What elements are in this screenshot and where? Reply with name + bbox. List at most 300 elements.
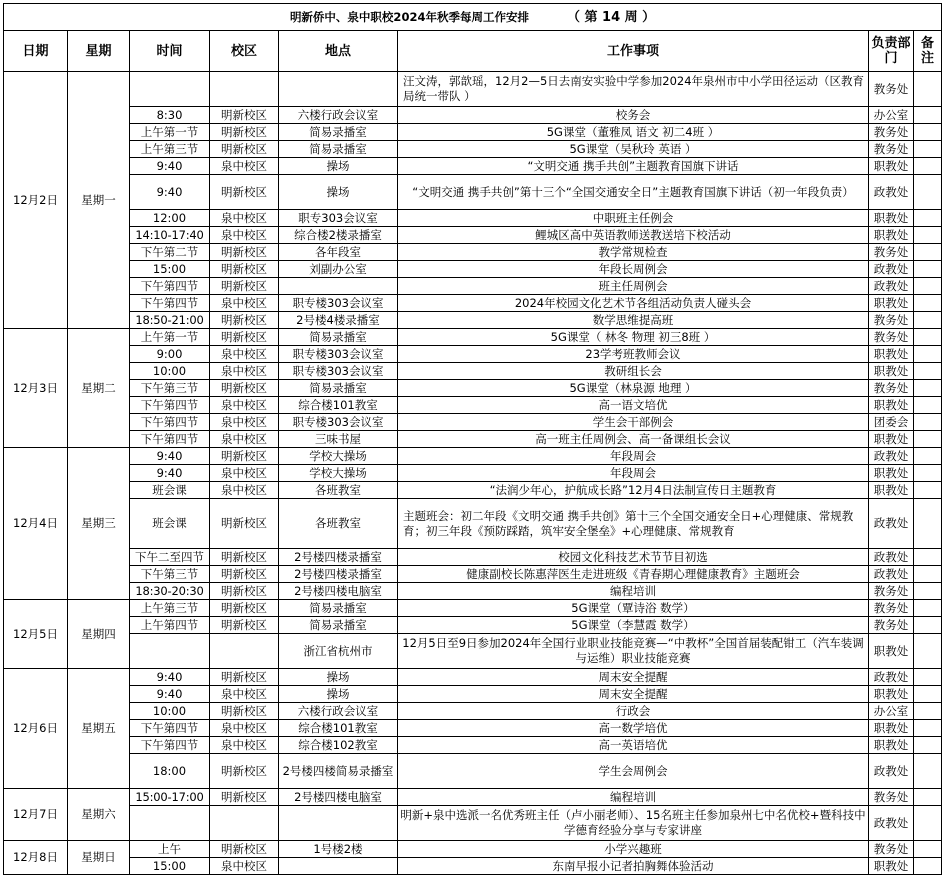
dept-cell: 教务处 [869,583,914,600]
header-time: 时间 [130,31,210,72]
dept-cell: 教务处 [869,72,914,107]
dept-cell: 职教处 [869,210,914,227]
place-cell: 各班教室 [279,499,398,549]
table-row [4,261,942,278]
note-cell [914,261,942,278]
note-cell [914,107,942,124]
task-cell: 高一数学培优 [398,720,869,737]
note-cell [914,549,942,566]
header-date: 日期 [4,31,68,72]
task-cell: 学生会干部例会 [398,414,869,431]
note-cell [914,380,942,397]
campus-cell: 泉中校区 [210,431,279,448]
task-cell: 5G课堂（林泉源 地理 ） [398,380,869,397]
note-cell [914,158,942,175]
place-cell: 2号楼4楼录播室 [279,312,398,329]
date-cell: 12月8日 [4,841,68,875]
time-cell: 下午第三节 [130,380,210,397]
dept-cell: 职教处 [869,397,914,414]
time-cell: 下午第四节 [130,278,210,295]
time-cell: 8:30 [130,107,210,124]
campus-cell: 明新校区 [210,107,279,124]
campus-cell: 明新校区 [210,499,279,549]
campus-cell: 泉中校区 [210,720,279,737]
date-cell: 12月6日 [4,669,68,789]
place-cell: 六楼行政会议室 [279,107,398,124]
note-cell [914,312,942,329]
place-cell: 综合楼101教室 [279,720,398,737]
note-cell [914,175,942,210]
note-cell [914,329,942,346]
dept-cell: 职教处 [869,363,914,380]
table-row [4,499,942,549]
note-cell [914,634,942,669]
table-row [4,549,942,566]
page-title: 明新侨中、泉中职校2024年秋季每周工作安排 [289,9,529,24]
header-note: 备注 [914,31,942,72]
table-row [4,686,942,703]
task-cell: 5G课堂（李慧霞 数学） [398,617,869,634]
dept-cell: 职教处 [869,431,914,448]
time-cell: 班会课 [130,482,210,499]
place-cell: 综合楼101教室 [279,397,398,414]
task-cell: 5G课堂（覃诗浴 数学） [398,600,869,617]
place-cell: 职专楼303会议室 [279,414,398,431]
place-cell: 简易录播室 [279,380,398,397]
time-cell: 下午第四节 [130,414,210,431]
campus-cell: 明新校区 [210,448,279,465]
campus-cell: 泉中校区 [210,482,279,499]
campus-cell: 明新校区 [210,175,279,210]
time-cell: 下午第四节 [130,397,210,414]
dept-cell: 职教处 [869,686,914,703]
task-cell: 健康副校长陈惠萍医生走进班级《青春期心理健康教育》主题班会 [398,566,869,583]
weekday-cell: 星期一 [68,72,130,329]
task-cell: 主题班会：初二年段《文明交通 携手共创》第十三个全国交通安全日+心理健康、常规教育；初三年段《预防踩踏，筑牢安全堡垒》+心理健康、常规教育 [398,499,869,549]
task-cell: 周末安全提醒 [398,669,869,686]
dept-cell: 职教处 [869,465,914,482]
time-cell: 18:30-20:30 [130,583,210,600]
note-cell [914,669,942,686]
dept-cell: 教务处 [869,124,914,141]
dept-cell: 政教处 [869,669,914,686]
weekday-cell: 星期五 [68,669,130,789]
time-cell: 15:00-17:00 [130,789,210,806]
time-cell: 下午第三节 [130,566,210,583]
table-row [4,789,942,806]
place-cell: 学校大操场 [279,465,398,482]
campus-cell: 泉中校区 [210,210,279,227]
task-cell: 年段周会 [398,465,869,482]
campus-cell: 明新校区 [210,141,279,158]
schedule-body [4,72,942,875]
task-cell: 校务会 [398,107,869,124]
time-cell: 下午第四节 [130,737,210,754]
table-row [4,669,942,686]
campus-cell [210,806,279,841]
dept-cell: 办公室 [869,107,914,124]
time-cell: 9:40 [130,465,210,482]
task-cell: 23学考班教师会议 [398,346,869,363]
note-cell [914,227,942,244]
campus-cell: 泉中校区 [210,686,279,703]
header-campus: 校区 [210,31,279,72]
dept-cell: 教务处 [869,312,914,329]
campus-cell: 泉中校区 [210,295,279,312]
note-cell [914,754,942,789]
place-cell: 简易录播室 [279,124,398,141]
dept-cell: 教务处 [869,244,914,261]
place-cell: 2号楼四楼电脑室 [279,583,398,600]
table-row [4,566,942,583]
time-cell: 9:40 [130,669,210,686]
place-cell [279,858,398,875]
time-cell: 上午第一节 [130,124,210,141]
time-cell: 15:00 [130,261,210,278]
table-row [4,124,942,141]
note-cell [914,431,942,448]
time-cell: 上午第四节 [130,617,210,634]
date-cell: 12月3日 [4,329,68,448]
task-cell: 5G课堂（ 林冬 物理 初三8班 ） [398,329,869,346]
dept-cell: 政教处 [869,549,914,566]
dept-cell: 政教处 [869,261,914,278]
note-cell [914,583,942,600]
time-cell: 10:00 [130,363,210,380]
place-cell: 各年段室 [279,244,398,261]
dept-cell: 职教处 [869,634,914,669]
note-cell [914,465,942,482]
table-row [4,227,942,244]
dept-cell: 政教处 [869,806,914,841]
task-cell: 教学常规检查 [398,244,869,261]
date-cell: 12月5日 [4,600,68,669]
place-cell: 2号楼四楼电脑室 [279,789,398,806]
dept-cell: 教务处 [869,600,914,617]
campus-cell: 泉中校区 [210,737,279,754]
table-row [4,346,942,363]
campus-cell: 泉中校区 [210,363,279,380]
task-cell: 12月5日至9日参加2024年全国行业职业技能竞赛—“中教杯”全国首届装配钳工（汽车装调与运维）职业技能竞赛 [398,634,869,669]
place-cell: 操场 [279,175,398,210]
time-cell: 上午 [130,841,210,858]
campus-cell: 泉中校区 [210,414,279,431]
time-cell: 下午第四节 [130,431,210,448]
time-cell [130,806,210,841]
campus-cell: 泉中校区 [210,227,279,244]
dept-cell: 教务处 [869,141,914,158]
table-row [4,431,942,448]
dept-cell: 职教处 [869,346,914,363]
time-cell: 9:40 [130,175,210,210]
date-cell: 12月2日 [4,72,68,329]
campus-cell: 明新校区 [210,841,279,858]
table-row [4,841,942,858]
time-cell: 下午第四节 [130,720,210,737]
task-cell: 汪文涛，郭歆瑶，12月2—5日去南安实验中学参加2024年泉州市中小学田径运动（区教育局统一带队 ） [398,72,869,107]
table-row [4,720,942,737]
header-row [4,31,942,72]
table-row [4,141,942,158]
time-cell: 9:40 [130,448,210,465]
note-cell [914,414,942,431]
dept-cell: 职教处 [869,858,914,875]
dept-cell: 办公室 [869,703,914,720]
place-cell: 综合楼2楼录播室 [279,227,398,244]
table-row [4,210,942,227]
place-cell [279,72,398,107]
task-cell: 高一语文培优 [398,397,869,414]
table-row [4,312,942,329]
place-cell: 职专303会议室 [279,210,398,227]
place-cell: 操场 [279,158,398,175]
table-row [4,363,942,380]
dept-cell: 政教处 [869,175,914,210]
note-cell [914,397,942,414]
task-cell: 教研组长会 [398,363,869,380]
campus-cell: 明新校区 [210,549,279,566]
dept-cell: 政教处 [869,278,914,295]
place-cell: 简易录播室 [279,141,398,158]
task-cell: 编程培训 [398,789,869,806]
place-cell: 操场 [279,669,398,686]
task-cell: 编程培训 [398,583,869,600]
table-row [4,754,942,789]
place-cell: 职专楼303会议室 [279,363,398,380]
week-label: （ 第 14 周 ） [566,9,656,25]
note-cell [914,806,942,841]
place-cell: 各班教室 [279,482,398,499]
task-cell: 2024年校园文化艺术节各组活动负责人碰头会 [398,295,869,312]
place-cell: 六楼行政会议室 [279,703,398,720]
campus-cell: 泉中校区 [210,465,279,482]
task-cell: “文明交通 携手共创”主题教育国旗下讲话 [398,158,869,175]
place-cell: 2号楼四楼录播室 [279,549,398,566]
task-cell: 数学思维提高班 [398,312,869,329]
task-cell: 周末安全提醒 [398,686,869,703]
task-cell: 明新+泉中选派一名优秀班主任（卢小丽老师）、15名班主任参加泉州七中名优校+暨科技中学德育经验分享与专家讲座 [398,806,869,841]
time-cell: 上午第三节 [130,600,210,617]
campus-cell: 明新校区 [210,617,279,634]
table-row [4,158,942,175]
dept-cell: 教务处 [869,380,914,397]
dept-cell: 职教处 [869,158,914,175]
task-cell: 中职班主任例会 [398,210,869,227]
campus-cell: 泉中校区 [210,397,279,414]
time-cell: 15:00 [130,858,210,875]
title-cell [4,4,942,31]
dept-cell: 政教处 [869,499,914,549]
note-cell [914,703,942,720]
table-row [4,380,942,397]
place-cell: 2号楼四楼简易录播室 [279,754,398,789]
table-row [4,482,942,499]
note-cell [914,720,942,737]
note-cell [914,482,942,499]
campus-cell: 明新校区 [210,566,279,583]
task-cell: 高一英语培优 [398,737,869,754]
header-weekday: 星期 [68,31,130,72]
task-cell: 班主任周例会 [398,278,869,295]
campus-cell: 明新校区 [210,380,279,397]
note-cell [914,210,942,227]
schedule-table [3,3,942,875]
note-cell [914,737,942,754]
campus-cell: 明新校区 [210,124,279,141]
time-cell: 9:40 [130,686,210,703]
time-cell: 下午第四节 [130,295,210,312]
note-cell [914,686,942,703]
weekday-cell: 星期二 [68,329,130,448]
table-row [4,617,942,634]
table-row [4,295,942,312]
table-row [4,448,942,465]
campus-cell [210,634,279,669]
task-cell: 鲤城区高中英语教师送教送培下校活动 [398,227,869,244]
note-cell [914,295,942,312]
task-cell: “文明交通 携手共创”第十三个“全国交通安全日”主题教育国旗下讲话（初一年段负责） [398,175,869,210]
campus-cell: 明新校区 [210,261,279,278]
table-row [4,583,942,600]
note-cell [914,858,942,875]
dept-cell: 政教处 [869,754,914,789]
place-cell: 2号楼四楼录播室 [279,566,398,583]
time-cell: 12:00 [130,210,210,227]
campus-cell: 明新校区 [210,754,279,789]
header-dept: 负责部门 [869,31,914,72]
dept-cell: 教务处 [869,841,914,858]
note-cell [914,617,942,634]
note-cell [914,600,942,617]
campus-cell: 明新校区 [210,789,279,806]
place-cell: 简易录播室 [279,600,398,617]
place-cell: 三味书屋 [279,431,398,448]
table-row [4,72,942,107]
task-cell: 年段长周例会 [398,261,869,278]
time-cell: 上午第一节 [130,329,210,346]
time-cell: 18:50-21:00 [130,312,210,329]
campus-cell: 明新校区 [210,278,279,295]
time-cell: 下午二至四节 [130,549,210,566]
dept-cell: 政教处 [869,566,914,583]
weekday-cell: 星期三 [68,448,130,600]
table-row [4,806,942,841]
task-cell: 高一班主任周例会、高一备课组长会议 [398,431,869,448]
time-cell: 9:40 [130,158,210,175]
table-row [4,600,942,617]
dept-cell: 职教处 [869,227,914,244]
campus-cell: 明新校区 [210,669,279,686]
campus-cell: 明新校区 [210,329,279,346]
campus-cell [210,72,279,107]
time-cell: 18:00 [130,754,210,789]
campus-cell: 明新校区 [210,583,279,600]
table-row [4,397,942,414]
task-cell: 5G课堂（吴秋玲 英语 ） [398,141,869,158]
time-cell [130,72,210,107]
time-cell: 班会课 [130,499,210,549]
note-cell [914,499,942,549]
time-cell: 10:00 [130,703,210,720]
campus-cell: 泉中校区 [210,158,279,175]
table-row [4,244,942,261]
dept-cell: 教务处 [869,617,914,634]
campus-cell: 明新校区 [210,600,279,617]
note-cell [914,363,942,380]
note-cell [914,841,942,858]
weekday-cell: 星期四 [68,600,130,669]
task-cell: 5G课堂（董雅凤 语文 初二4班 ） [398,124,869,141]
time-cell: 9:00 [130,346,210,363]
dept-cell: 团委会 [869,414,914,431]
task-cell: 校园文化科技艺术节节目初选 [398,549,869,566]
time-cell: 上午第三节 [130,141,210,158]
place-cell: 1号楼2楼 [279,841,398,858]
dept-cell: 职教处 [869,482,914,499]
table-row [4,329,942,346]
time-cell: 下午第二节 [130,244,210,261]
note-cell [914,448,942,465]
task-cell: 小学兴趣班 [398,841,869,858]
place-cell: 学校大操场 [279,448,398,465]
dept-cell: 教务处 [869,329,914,346]
dept-cell: 职教处 [869,720,914,737]
time-cell: 14:10-17:40 [130,227,210,244]
note-cell [914,278,942,295]
date-cell: 12月4日 [4,448,68,600]
table-row [4,634,942,669]
campus-cell: 明新校区 [210,244,279,261]
dept-cell: 政教处 [869,448,914,465]
place-cell: 简易录播室 [279,617,398,634]
place-cell: 浙江省杭州市 [279,634,398,669]
header-task: 工作事项 [398,31,869,72]
table-row [4,175,942,210]
date-cell: 12月7日 [4,789,68,841]
header-place: 地点 [279,31,398,72]
campus-cell: 明新校区 [210,312,279,329]
table-row [4,465,942,482]
table-row [4,703,942,720]
note-cell [914,72,942,107]
place-cell: 简易录播室 [279,329,398,346]
campus-cell: 泉中校区 [210,346,279,363]
task-cell: “法润少年心，护航成长路”12月4日法制宣传日主题教育 [398,482,869,499]
campus-cell: 泉中校区 [210,858,279,875]
time-cell [130,634,210,669]
table-row [4,278,942,295]
note-cell [914,244,942,261]
place-cell [279,806,398,841]
title-row [4,4,942,31]
dept-cell: 职教处 [869,737,914,754]
table-row [4,737,942,754]
campus-cell: 明新校区 [210,703,279,720]
task-cell: 年段周会 [398,448,869,465]
weekday-cell: 星期六 [68,789,130,841]
table-row [4,107,942,124]
note-cell [914,789,942,806]
table-row [4,858,942,875]
place-cell: 操场 [279,686,398,703]
task-cell: 行政会 [398,703,869,720]
place-cell: 职专楼303会议室 [279,295,398,312]
table-row [4,414,942,431]
dept-cell: 职教处 [869,295,914,312]
dept-cell: 教务处 [869,789,914,806]
place-cell: 职专楼303会议室 [279,346,398,363]
place-cell [279,278,398,295]
